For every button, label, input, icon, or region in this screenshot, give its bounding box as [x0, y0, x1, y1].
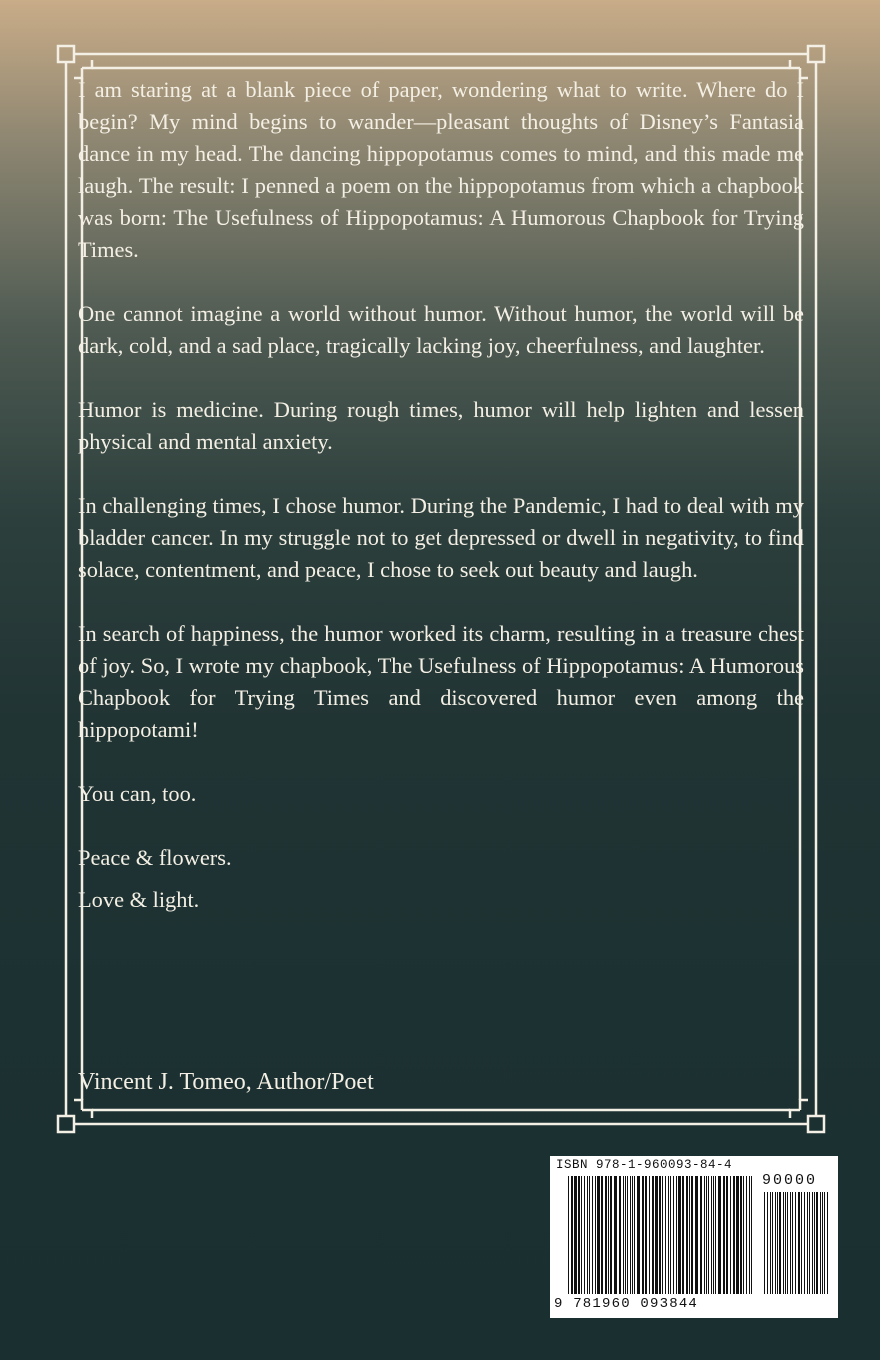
barcode-bar: [595, 1176, 596, 1294]
barcode-bar: [649, 1176, 650, 1294]
paragraph-peace-flowers: Peace & flowers.: [78, 845, 232, 870]
barcode-bar: [779, 1192, 781, 1294]
barcode-bar: [706, 1176, 707, 1294]
paragraph-humor-medicine: Humor is medicine. During rough times, humor will help lighten and lessen physical and mental anxiety.: [78, 397, 804, 454]
barcode-bar: [790, 1192, 791, 1294]
barcode-bar: [785, 1192, 786, 1294]
isbn-barcode: [550, 1156, 838, 1318]
barcode-bar: [645, 1176, 647, 1294]
back-cover-text: [78, 74, 804, 916]
barcode-bar: [673, 1176, 674, 1294]
barcode-bar: [816, 1192, 818, 1294]
barcode-bar: [775, 1192, 776, 1294]
barcode-bar: [659, 1176, 661, 1294]
barcode-bar: [767, 1192, 768, 1294]
barcode-bar: [597, 1176, 600, 1294]
paragraph-intro: I am staring at a blank piece of paper, wondering what to write. Where do I begin? My mind begins to wander—pleasant thoughts of Disney’s Fantasia dance in my head. The dancing hippopotamus comes to mind, and this made me laugh. The result: I penned a poem on the hippopotamus from which a chapbook was born: The Usefulness of Hippopotamus: A Humorous Chapbook for Trying Times.: [78, 77, 804, 262]
barcode-bar: [795, 1192, 796, 1294]
barcode-bar: [824, 1192, 825, 1294]
barcode-bar: [715, 1176, 716, 1294]
barcode-bar: [574, 1176, 577, 1294]
barcode-bar: [689, 1176, 690, 1294]
barcode-bar: [655, 1176, 658, 1294]
paragraph-you-can-too: You can, too.: [78, 781, 197, 806]
barcode-bar: [726, 1176, 728, 1294]
barcode-bar: [718, 1176, 721, 1294]
barcode-bar: [578, 1176, 580, 1294]
barcode-bar: [668, 1176, 669, 1294]
paragraph-world-without-humor: One cannot imagine a world without humor. Without humor, the world will be dark, cold, and a sad place, tragically lacking joy, cheerfulness, and laughter.: [78, 301, 804, 358]
barcode-bar: [634, 1176, 635, 1294]
barcode-bar: [822, 1192, 823, 1294]
barcode-bar: [608, 1176, 609, 1294]
barcode-bar: [804, 1192, 805, 1294]
barcode-bar: [691, 1176, 693, 1294]
paragraph-love-light: Love & light.: [78, 887, 200, 912]
barcode-bar: [751, 1176, 752, 1294]
barcode-bar: [652, 1176, 654, 1294]
author-signature: Vincent J. Tomeo, Author/Poet: [78, 1069, 374, 1095]
barcode-bar: [801, 1192, 802, 1294]
barcode-bar: [777, 1192, 778, 1294]
barcode-bar: [589, 1176, 590, 1294]
barcode-bar: [812, 1192, 813, 1294]
barcode-bar: [695, 1176, 698, 1294]
barcode-bar: [713, 1176, 714, 1294]
barcode-bar: [792, 1192, 793, 1294]
barcode-bar: [665, 1176, 666, 1294]
barcode-bar: [700, 1176, 702, 1294]
barcode-bar: [743, 1176, 744, 1294]
barcode-bar: [625, 1176, 626, 1294]
barcode-bar: [623, 1176, 624, 1294]
barcode-bar: [581, 1176, 582, 1294]
barcode-bar: [630, 1176, 631, 1294]
barcode-bar: [772, 1192, 773, 1294]
barcode-bar: [587, 1176, 588, 1294]
ean-digits: 9 781960 093844: [554, 1296, 699, 1312]
barcode-bar: [642, 1176, 644, 1294]
barcode-bar: [787, 1192, 788, 1294]
barcode-bar: [733, 1176, 735, 1294]
barcode-bar: [740, 1176, 742, 1294]
barcode-bar: [682, 1176, 684, 1294]
barcode-bar: [614, 1176, 617, 1294]
barcode-bar: [571, 1176, 573, 1294]
barcode-bar: [610, 1176, 612, 1294]
barcode-bar: [708, 1176, 709, 1294]
barcode-bar: [798, 1192, 800, 1294]
ean-barcode-bars: [568, 1176, 754, 1294]
barcode-bar: [820, 1192, 821, 1294]
isbn-label: ISBN 978-1-960093-84-4: [556, 1158, 733, 1172]
barcode-bar: [814, 1192, 815, 1294]
barcode-bar: [601, 1176, 603, 1294]
barcode-bar: [770, 1192, 771, 1294]
barcode-bar: [678, 1176, 681, 1294]
barcode-bar: [783, 1192, 784, 1294]
barcode-bar: [686, 1176, 688, 1294]
barcode-bar: [637, 1176, 640, 1294]
barcode-bar: [704, 1176, 705, 1294]
barcode-bar: [568, 1176, 569, 1294]
barcode-bar: [827, 1192, 828, 1294]
barcode-bar: [746, 1176, 747, 1294]
barcode-bar: [736, 1176, 739, 1294]
barcode-bar: [723, 1176, 725, 1294]
barcode-bar: [764, 1192, 765, 1294]
paragraph-happiness: In search of happiness, the humor worked its charm, resulting in a treasure chest of joy. So, I wrote my chapbook, The Usefulness of Hippopotamus: A Humorous Chapbook for Trying Times and discovered humor even among the hippopotami!: [78, 621, 804, 742]
price-code: 90000: [762, 1172, 818, 1189]
barcode-bar: [584, 1176, 585, 1294]
barcode-bar: [619, 1176, 621, 1294]
barcode-bar: [662, 1176, 663, 1294]
barcode-bar: [670, 1176, 671, 1294]
addon-barcode-bars: [764, 1192, 830, 1294]
barcode-bar: [627, 1176, 628, 1294]
barcode-bar: [592, 1176, 593, 1294]
barcode-bar: [632, 1176, 633, 1294]
barcode-bar: [749, 1176, 750, 1294]
barcode-bar: [809, 1192, 810, 1294]
paragraph-pandemic: In challenging times, I chose humor. During the Pandemic, I had to deal with my bladder cancer. In my struggle not to get depressed or dwell in negativity, to find solace, contentment, and peace, I chose to seek out beauty and laugh.: [78, 493, 804, 582]
barcode-bar: [807, 1192, 808, 1294]
barcode-bar: [605, 1176, 607, 1294]
barcode-bar: [711, 1176, 712, 1294]
barcode-bar: [676, 1176, 677, 1294]
barcode-bar: [730, 1176, 731, 1294]
